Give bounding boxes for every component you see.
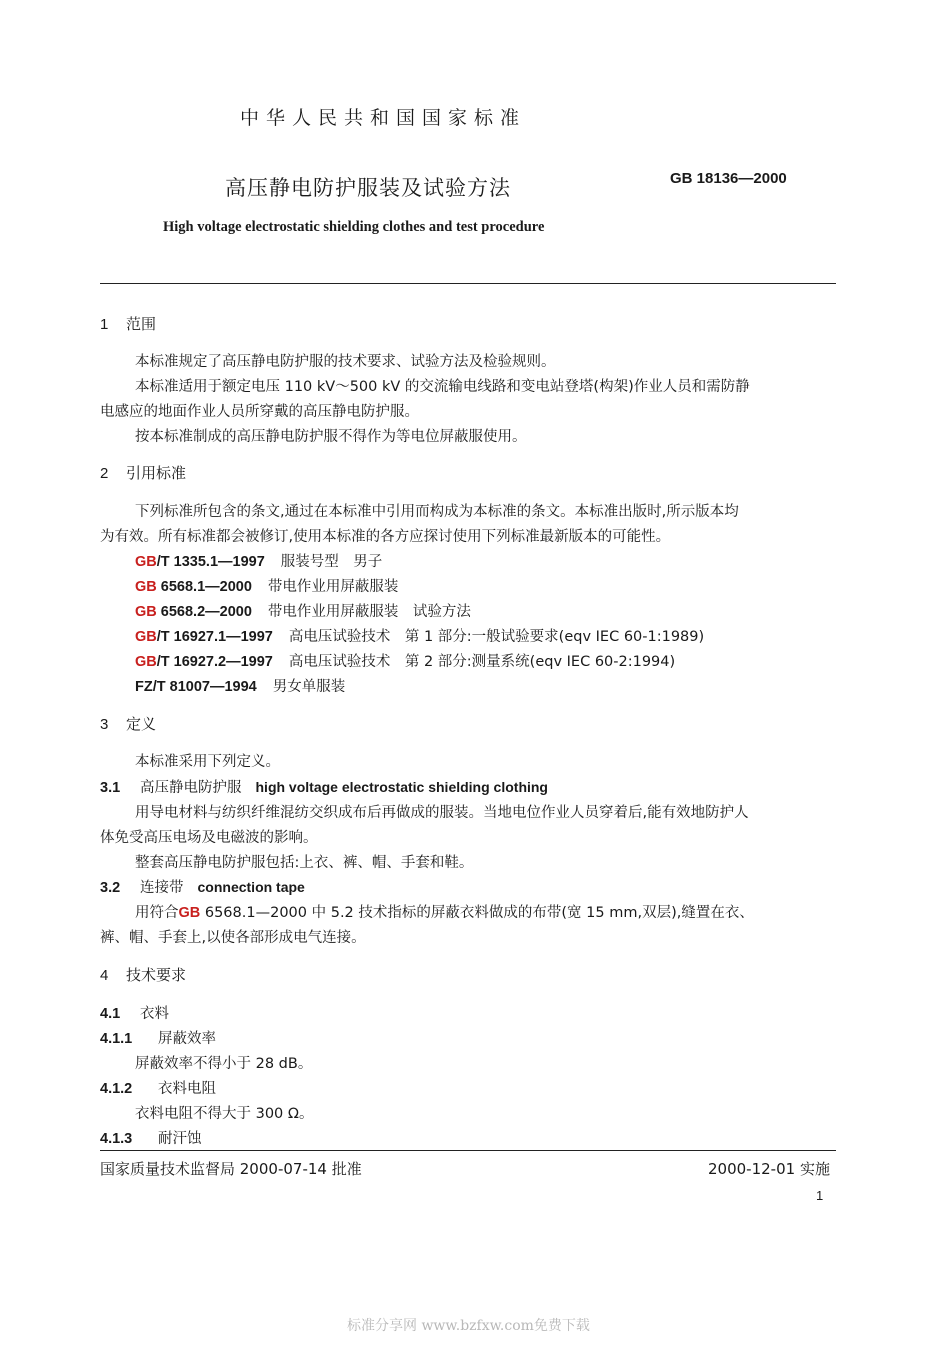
- subsection-number: 3.1: [100, 780, 121, 796]
- section-title: 范围: [126, 315, 157, 333]
- subsection-title: 耐汗蚀: [158, 1131, 202, 1147]
- section-number: 3: [100, 716, 109, 733]
- reference-code: 6568.1—2000: [156, 579, 252, 595]
- subsection-number: 4.1: [100, 1006, 121, 1022]
- paragraph-continued: 电感应的地面作业人员所穿戴的高压静电防护服。: [100, 404, 419, 420]
- watermark: 标准分享网 www.bzfxw.com免费下载: [347, 1318, 590, 1334]
- section-title: 引用标准: [126, 464, 187, 482]
- subsection-4-1-2-heading: [100, 1077, 216, 1098]
- approval-date: 国家质量技术监督局 2000-07-14 批准: [100, 1160, 362, 1178]
- reference-prefix[interactable]: GB: [135, 654, 157, 670]
- section-1-heading: [100, 313, 156, 334]
- section-number: 1: [100, 316, 109, 333]
- reference-item: [135, 650, 675, 671]
- reference-link[interactable]: GB: [178, 905, 201, 921]
- subsection-title-en: connection tape: [197, 879, 305, 895]
- paragraph-continued: 体免受高压电场及电磁波的影响。: [100, 830, 318, 846]
- section-title: 定义: [126, 715, 157, 733]
- reference-code: /T 16927.2—1997: [156, 654, 273, 670]
- paragraph: 按本标准制成的高压静电防护服不得作为等电位屏蔽服使用。: [135, 429, 527, 445]
- reference-item: [135, 675, 345, 696]
- section-2-heading: [100, 462, 186, 483]
- reference-prefix[interactable]: GB: [135, 629, 157, 645]
- paragraph: 本标准规定了高压静电防护服的技术要求、试验方法及检验规则。: [135, 354, 556, 370]
- reference-name: 高电压试验技术 第 1 部分:一般试验要求(eqv IEC 60-1:1989): [288, 629, 705, 645]
- subsection-title: 衣料: [140, 1006, 169, 1022]
- reference-prefix[interactable]: GB: [135, 604, 157, 620]
- paragraph-continued: 为有效。所有标准都会被修订,使用本标准的各方应探讨使用下列标准最新版本的可能性。: [100, 529, 671, 545]
- subsection-title-en: high voltage electrostatic shielding clothing: [255, 779, 548, 795]
- subsection-4-1-heading: [100, 1002, 169, 1023]
- subsection-title: 连接带: [140, 880, 184, 896]
- reference-code: 6568.2—2000: [156, 604, 252, 620]
- subsection-title: 衣料电阻: [158, 1081, 216, 1097]
- reference-name: 男女单服装: [272, 679, 346, 695]
- subsection-number: 3.2: [100, 880, 121, 896]
- paragraph: 下列标准所包含的条文,通过在本标准中引用而构成为本标准的条文。本标准出版时,所示版本均: [135, 504, 739, 520]
- reference-code: /T 1335.1—1997: [156, 554, 265, 570]
- reference-code: /T 16927.1—1997: [156, 629, 273, 645]
- reference-item: [135, 600, 471, 621]
- paragraph-text: 用符合: [135, 905, 179, 921]
- paragraph: 衣料电阻不得大于 300 Ω。: [135, 1106, 314, 1122]
- reference-prefix[interactable]: GB: [135, 579, 157, 595]
- paragraph-continued: 裤、帽、手套上,以使各部形成电气连接。: [100, 930, 366, 946]
- subsection-title: 屏蔽效率: [158, 1031, 216, 1047]
- subsection-title: 高压静电防护服: [140, 780, 242, 796]
- section-3-heading: [100, 713, 156, 734]
- paragraph: 整套高压静电防护服包括:上衣、裤、帽、手套和鞋。: [135, 855, 474, 871]
- section-number: 2: [100, 465, 109, 482]
- paragraph: 本标准适用于额定电压 110 kV～500 kV 的交流输电线路和变电站登塔(构架)作业人员和需防静: [135, 379, 750, 395]
- footer-divider: [100, 1150, 836, 1151]
- reference-code: FZ/T 81007—1994: [135, 679, 257, 695]
- header-divider: [100, 283, 836, 284]
- subsection-number: 4.1.2: [100, 1081, 133, 1097]
- subsection-4-1-3-heading: [100, 1127, 202, 1148]
- reference-item: [135, 575, 398, 596]
- subsection-4-1-1-heading: [100, 1027, 216, 1048]
- document-title-cn: 高压静电防护服装及试验方法: [225, 176, 511, 200]
- reference-name: 服装号型 男子: [280, 554, 383, 570]
- reference-item: [135, 550, 382, 571]
- section-title: 技术要求: [126, 966, 187, 984]
- subsection-3-2-heading: [100, 876, 305, 897]
- reference-prefix[interactable]: GB: [135, 554, 157, 570]
- section-4-heading: [100, 964, 186, 985]
- reference-item: [135, 625, 704, 646]
- standard-code: GB 18136—2000: [670, 170, 787, 187]
- paragraph: 用导电材料与纺织纤维混纺交织成布后再做成的服装。当地电位作业人员穿着后,能有效地防护人: [135, 805, 749, 821]
- reference-name: 带电作业用屏蔽服装 试验方法: [267, 604, 471, 620]
- section-number: 4: [100, 967, 109, 984]
- paragraph-text: 6568.1—2000 中 5.2 技术指标的屏蔽衣料做成的布带(宽 15 mm,双层),缝置在衣、: [200, 905, 754, 921]
- paragraph: [135, 901, 754, 922]
- subsection-3-1-heading: [100, 776, 548, 797]
- document-title-en: High voltage electrostatic shielding clothes and test procedure: [163, 219, 545, 235]
- standard-organization: 中华人民共和国国家标准: [240, 107, 527, 129]
- subsection-number: 4.1.3: [100, 1131, 133, 1147]
- reference-name: 带电作业用屏蔽服装: [267, 579, 399, 595]
- page-number: 1: [816, 1188, 824, 1203]
- paragraph: 屏蔽效率不得小于 28 dB。: [135, 1056, 313, 1072]
- reference-name: 高电压试验技术 第 2 部分:测量系统(eqv IEC 60-2:1994): [288, 654, 676, 670]
- effective-date: 2000-12-01 实施: [708, 1160, 830, 1178]
- subsection-number: 4.1.1: [100, 1031, 133, 1047]
- paragraph: 本标准采用下列定义。: [135, 754, 280, 770]
